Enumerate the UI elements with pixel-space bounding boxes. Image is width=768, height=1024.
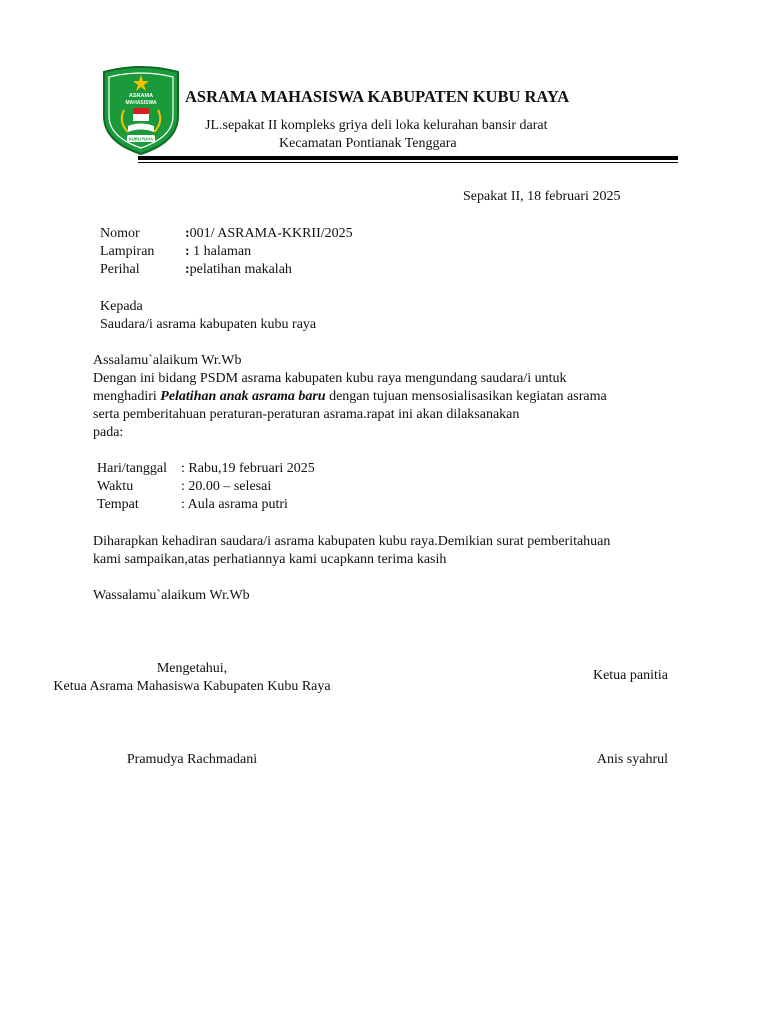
signature-right-name: Anis syahrul xyxy=(596,752,668,767)
svg-text:KUBU RAYA: KUBU RAYA xyxy=(128,136,154,142)
meta-label-lampiran: Lampiran xyxy=(100,244,155,259)
detail-value-place: : Aula asrama putri xyxy=(181,497,288,512)
meta-value-lampiran: : 1 halaman xyxy=(185,244,252,259)
address-line-2: Kecamatan Pontianak Tenggara xyxy=(279,136,457,151)
recipient: Saudara/i asrama kabupaten kubu raya xyxy=(100,317,317,332)
farewell: Wassalamu`alaikum Wr.Wb xyxy=(93,588,250,603)
meta-value-nomor: :001/ ASRAMA-KKRII/2025 xyxy=(185,226,353,241)
meta-label-nomor: Nomor xyxy=(100,226,140,241)
event-name: Pelatihan anak asrama baru xyxy=(160,389,326,404)
detail-value-date: : Rabu,19 februari 2025 xyxy=(181,461,315,476)
body-line-2: menghadiri Pelatihan anak asrama baru dengan tujuan mensosialisasikan kegiatan asrama xyxy=(93,389,607,404)
detail-label-time: Waktu xyxy=(97,479,134,494)
letter-date: Sepakat II, 18 februari 2025 xyxy=(463,189,621,204)
address-line-1: JL.sepakat II kompleks griya deli loka kelurahan bansir darat xyxy=(205,118,548,133)
svg-text:ASRAMA: ASRAMA xyxy=(128,93,154,99)
meta-label-perihal: Perihal xyxy=(100,262,140,277)
detail-value-time: : 20.00 – selesai xyxy=(181,479,272,494)
closing-line-1: Diharapkan kehadiran saudara/i asrama kabupaten kubu raya.Demikian surat pemberitahuan xyxy=(93,534,611,549)
signature-left-title: Ketua Asrama Mahasiswa Kabupaten Kubu Raya xyxy=(53,679,331,694)
signature-left-heading: Mengetahui, xyxy=(156,661,228,676)
signature-left-name: Pramudya Rachmadani xyxy=(126,752,258,767)
organization-logo xyxy=(100,66,182,156)
organization-name: ASRAMA MAHASISWA KABUPATEN KUBU RAYA xyxy=(185,87,570,106)
letterhead-divider-thick xyxy=(138,156,678,160)
greeting: Assalamu`alaikum Wr.Wb xyxy=(93,353,242,368)
closing-line-2: kami sampaikan,atas perhatiannya kami ucapkann terima kasih xyxy=(93,552,447,567)
body-line-3: serta pemberitahuan peraturan-peraturan asrama.rapat ini akan dilaksanakan xyxy=(93,407,520,422)
body-line-4: pada: xyxy=(93,425,124,440)
body-line-1: Dengan ini bidang PSDM asrama kabupaten kubu raya mengundang saudara/i untuk xyxy=(93,371,567,386)
detail-label-place: Tempat xyxy=(97,497,139,512)
meta-value-perihal: :pelatihan makalah xyxy=(185,262,292,277)
signature-right-title: Ketua panitia xyxy=(592,668,668,683)
detail-label-date: Hari/tanggal xyxy=(97,461,167,476)
letterhead-divider-thin xyxy=(138,162,678,163)
recipient-heading: Kepada xyxy=(100,299,143,314)
svg-text:MAHASISWA: MAHASISWA xyxy=(125,100,157,106)
